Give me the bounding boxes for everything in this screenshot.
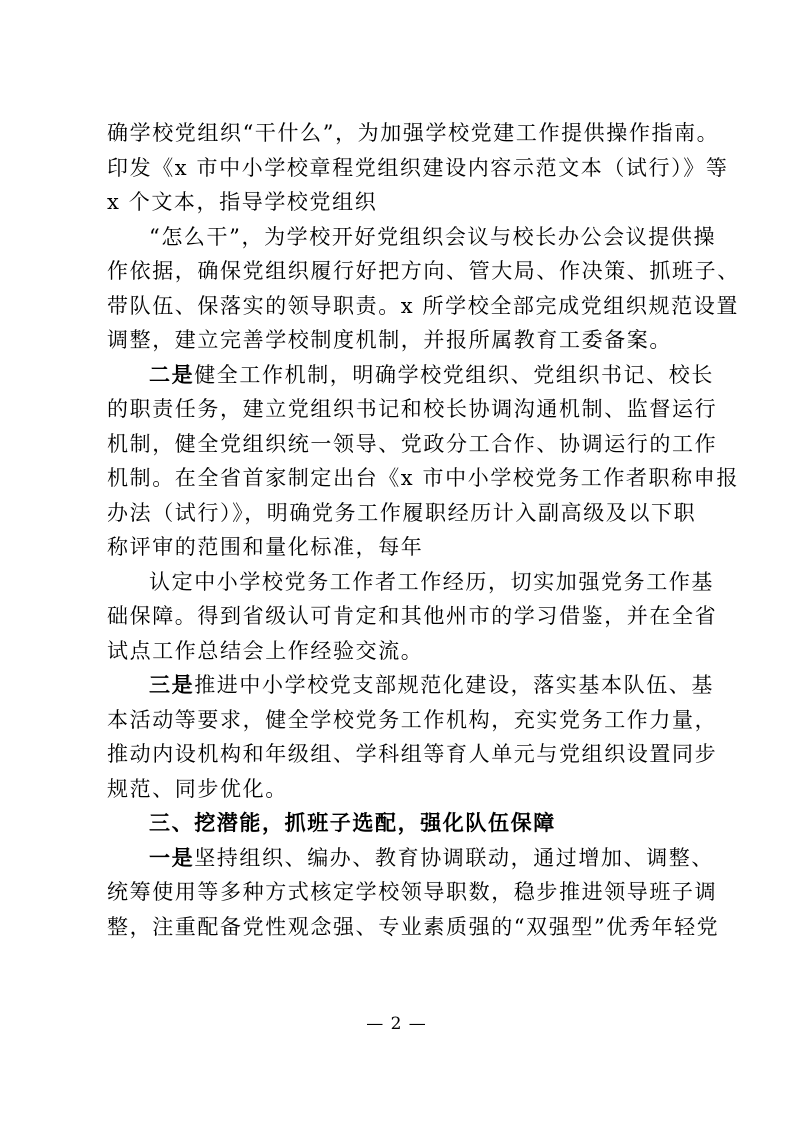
text-line: 认定中小学校党务工作者工作经历，切实加强党务工作基: [149, 569, 714, 594]
section-heading: [107, 806, 687, 841]
text-line: 规范、同步优化。: [107, 776, 288, 801]
page-number: — 2 —: [366, 1014, 427, 1034]
lead-label: 二是: [149, 361, 195, 387]
text-line: 作依据，确保党组织履行好把方向、管大局、作决策、抓班子、: [107, 259, 740, 283]
text-line: 印发《x 市中小学校章程党组织建设内容示范文本（试行）》等: [107, 155, 729, 180]
text-line: 一是坚持组织、编办、教育协调联动，通过增加、调整、: [149, 844, 715, 870]
text-line: x 个文本，指导学校党组织: [107, 190, 378, 214]
paragraph-6: [107, 841, 720, 945]
text-line: 机制。在全省首家制定出台《x 市中小学校党务工作者职称申报: [107, 466, 739, 490]
paragraph-5: [107, 668, 718, 806]
lead-label: 三是: [149, 672, 195, 697]
paragraph-2: [107, 220, 740, 358]
text-line: 本活动等要求，健全学校党务工作机构，充实党务工作力量，: [107, 707, 718, 732]
document-body: [107, 116, 740, 944]
lead-label: 一是: [149, 844, 195, 870]
text-line: 确学校党组织“干什么”，为加强学校党建工作提供操作指南。: [107, 121, 720, 145]
paragraph-3: [107, 358, 739, 565]
text-line: 整，注重配备党性观念强、专业素质强的“双强型”优秀年轻党: [107, 914, 720, 939]
text-line: “怎么干”，为学校开好党组织会议与校长办公会议提供操: [149, 224, 717, 249]
text-line: 办法（试行）》，明确党务工作履职经历计入副高级及以下职: [107, 500, 697, 525]
heading-line: 三、挖潜能，抓班子选配，强化队伍保障: [149, 810, 556, 835]
text-line: 的职责任务，建立党组织书记和校长协调沟通机制、监督运行: [107, 397, 718, 421]
text-line: 础保障。得到省级认可肯定和其他州市的学习借鉴，并在全省: [107, 604, 718, 628]
text-line: 二是健全工作机制，明确学校党组织、党组织书记、校长: [149, 361, 715, 387]
text-line: 三是推进中小学校党支部规范化建设，落实基本队伍、基: [149, 672, 715, 697]
text-line: 试点工作总结会上作经验交流。: [107, 638, 424, 663]
text-line: 调整，建立完善学校制度机制，并报所属教育工委备案。: [107, 328, 672, 352]
text-line: 称评审的范围和量化标准，每年: [107, 535, 424, 559]
paragraph-1: [107, 116, 729, 220]
text-line: 统筹使用等多种方式核定学校领导职数，稳步推进领导班子调: [107, 880, 718, 904]
paragraph-4: [107, 565, 718, 669]
text-line: 机制，健全党组织统一领导、党政分工合作、协调运行的工作: [107, 431, 718, 456]
text-line: 推动内设机构和年级组、学科组等育人单元与党组织设置同步: [107, 742, 718, 766]
text-line: 带队伍、保落实的领导职责。x 所学校全部完成党组织规范设置: [107, 293, 739, 318]
